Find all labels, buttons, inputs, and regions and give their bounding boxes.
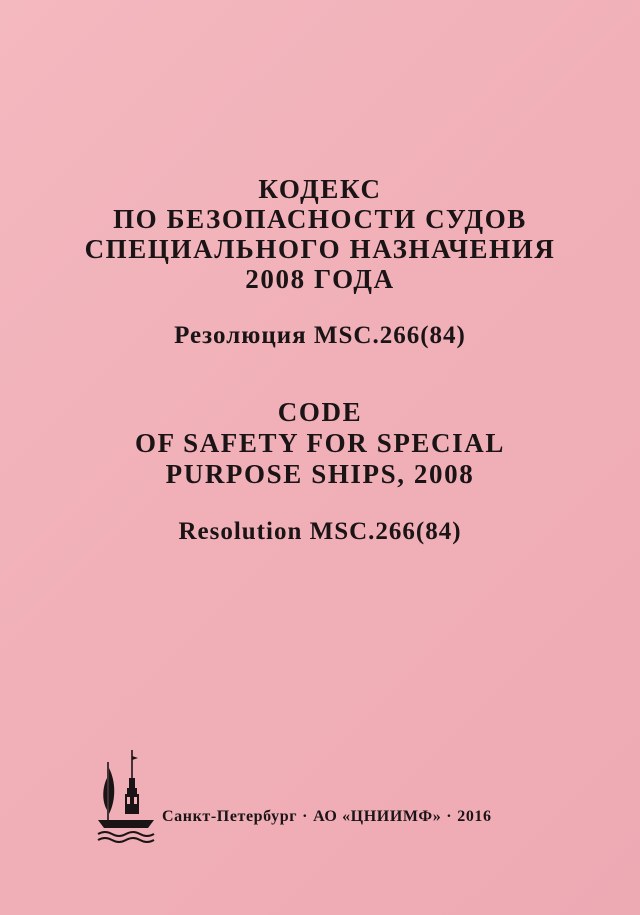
russian-title-line: КОДЕКС — [258, 174, 382, 204]
english-title — [0, 397, 640, 490]
imprint-line — [162, 808, 492, 826]
imprint-city: Санкт-Петербург — [162, 808, 298, 825]
english-resolution: Resolution MSC.266(84) — [178, 518, 462, 545]
admiralty-spire-ship-logo-icon — [96, 748, 156, 844]
russian-title-line: 2008 ГОДА — [245, 264, 395, 294]
english-title-line: CODE — [277, 397, 363, 427]
imprint-publisher: АО «ЦНИИМФ» — [313, 808, 442, 825]
russian-title-line: СПЕЦИАЛЬНОГО НАЗНАЧЕНИЯ — [84, 234, 556, 264]
imprint-year: 2016 — [457, 808, 492, 825]
english-title-line: OF SAFETY FOR SPECIAL — [135, 428, 505, 458]
imprint-separator: · — [446, 808, 453, 825]
english-title-line: PURPOSE SHIPS, 2008 — [165, 459, 475, 489]
imprint-separator: · — [302, 808, 309, 825]
russian-resolution: Резолюция MSC.266(84) — [174, 322, 466, 349]
russian-title-line: ПО БЕЗОПАСНОСТИ СУДОВ — [113, 204, 527, 234]
russian-title — [0, 174, 640, 294]
